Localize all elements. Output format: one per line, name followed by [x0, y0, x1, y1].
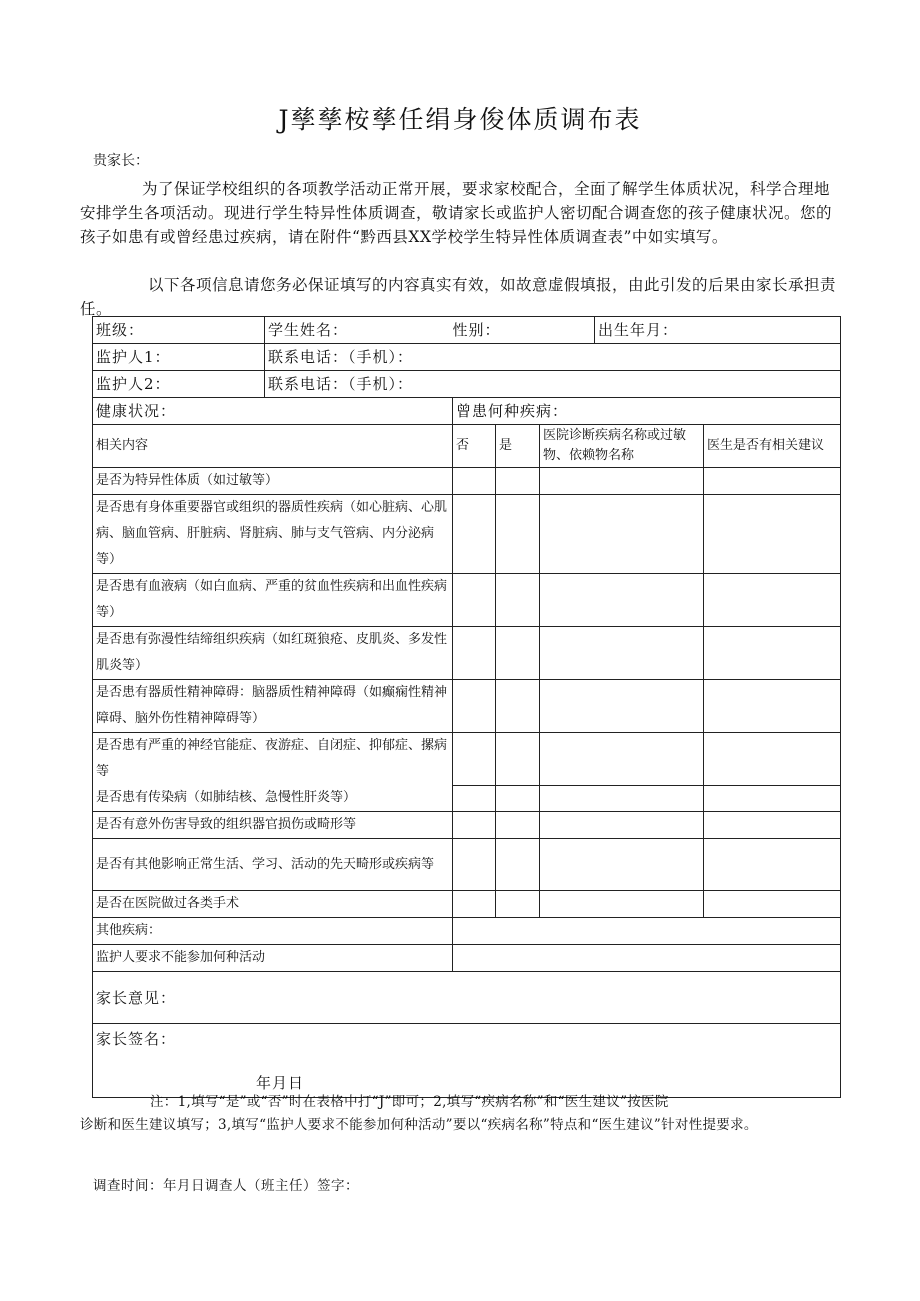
no-checkbox[interactable]	[453, 839, 496, 891]
advice-input[interactable]	[704, 627, 841, 680]
yes-checkbox[interactable]	[496, 812, 540, 839]
note-line-2: 诊断和医生建议填写；3,填写“监护人要求不能参加何种活动”要以“疾病名称”特点和“医生建议”针对性提要求。	[80, 1117, 758, 1133]
class-field[interactable]: 班级：	[93, 317, 265, 344]
advice-input[interactable]	[704, 891, 841, 918]
question-label: 是否有意外伤害导致的组织器官损伤或畸形等	[93, 812, 453, 839]
no-checkbox[interactable]	[453, 785, 496, 812]
restriction-input[interactable]	[453, 945, 841, 972]
yes-checkbox[interactable]	[496, 785, 540, 812]
signature-label: 家长签名：	[96, 1030, 177, 1048]
question-label: 是否患有身体重要器官或组织的器质性疾病（如心脏病、心肌病、脑血管病、肝脏病、肾脏病、肺与支气管病、内分泌病等）	[93, 495, 453, 574]
table-row	[93, 812, 841, 839]
warning-paragraph: 以下各项信息请您务必保证填写的内容真实有效，如故意虚假填报，由此引发的后果由家长承担责任。	[80, 276, 837, 318]
advice-input[interactable]	[704, 680, 841, 733]
advice-input[interactable]	[704, 839, 841, 891]
diagnosis-input[interactable]	[540, 839, 704, 891]
no-checkbox[interactable]	[453, 468, 496, 495]
diagnosis-input[interactable]	[540, 891, 704, 918]
restriction-label: 监护人要求不能参加何种活动	[93, 945, 453, 972]
yes-checkbox[interactable]	[496, 495, 540, 574]
advice-input[interactable]	[704, 574, 841, 627]
intro-paragraph: 为了保证学校组织的各项教学活动正常开展，要求家校配合，全面了解学生体质状况，科学合理地安排学生各项活动。现进行学生特异性体质调查，敬请家长或监护人密切配合调查您的孩子健康状况。您的孩子如患有或曾经患过疾病，请在附件“黔西县XX学校学生特异性体质调查表”中如实填写。	[80, 180, 833, 246]
guardian2-row	[93, 371, 841, 398]
advice-input[interactable]	[704, 812, 841, 839]
no-checkbox[interactable]	[453, 574, 496, 627]
table-row	[93, 733, 841, 786]
table-header-row	[93, 425, 841, 468]
table-row	[93, 468, 841, 495]
diagnosis-input[interactable]	[540, 812, 704, 839]
advice-input[interactable]	[704, 495, 841, 574]
yes-checkbox[interactable]	[496, 574, 540, 627]
document-title: J孳孳桉孳任绢身俊体质调布表	[278, 105, 642, 134]
diagnosis-input[interactable]	[540, 574, 704, 627]
question-label: 是否患有器质性精神障碍：脑器质性精神障碍（如癫痫性精神障碍、脑外伤性精神障碍等）	[93, 680, 453, 733]
advice-input[interactable]	[704, 785, 841, 812]
other-disease-label: 其他疾病：	[93, 918, 453, 945]
yes-checkbox[interactable]	[496, 733, 540, 786]
parent-opinion-field[interactable]: 家长意见：	[93, 972, 841, 1024]
yes-checkbox[interactable]	[496, 468, 540, 495]
yes-checkbox[interactable]	[496, 891, 540, 918]
guardian1-field[interactable]: 监护人1：	[93, 344, 265, 371]
question-label: 是否为特异性体质（如过敏等）	[93, 468, 453, 495]
header-no: 否	[453, 425, 496, 468]
diagnosis-input[interactable]	[540, 733, 704, 786]
table-row	[93, 680, 841, 733]
restriction-row	[93, 945, 841, 972]
diagnosis-input[interactable]	[540, 495, 704, 574]
date-label: 年月日	[256, 1074, 305, 1092]
header-advice: 医生是否有相关建议	[704, 425, 841, 468]
student-name-field[interactable]: 学生姓名：	[265, 317, 453, 344]
parent-opinion-row	[93, 972, 841, 1024]
other-disease-row	[93, 918, 841, 945]
parent-signature-field[interactable]	[93, 1024, 841, 1098]
no-checkbox[interactable]	[453, 812, 496, 839]
phone1-field[interactable]: 联系电话：（手机）：	[265, 344, 841, 371]
yes-checkbox[interactable]	[496, 839, 540, 891]
no-checkbox[interactable]	[453, 733, 496, 786]
yes-checkbox[interactable]	[496, 680, 540, 733]
header-yes: 是	[496, 425, 540, 468]
no-checkbox[interactable]	[453, 627, 496, 680]
no-checkbox[interactable]	[453, 680, 496, 733]
header-content: 相关内容	[93, 425, 453, 468]
advice-input[interactable]	[704, 468, 841, 495]
diagnosis-input[interactable]	[540, 468, 704, 495]
guardian2-field[interactable]: 监护人2：	[93, 371, 265, 398]
health-row	[93, 398, 841, 425]
notes	[80, 1091, 850, 1137]
no-checkbox[interactable]	[453, 495, 496, 574]
guardian1-row	[93, 344, 841, 371]
no-checkbox[interactable]	[453, 891, 496, 918]
birth-field[interactable]: 出生年月：	[595, 317, 841, 344]
health-survey-table	[92, 316, 841, 1098]
table-row	[93, 574, 841, 627]
question-label: 是否患有血液病（如白血病、严重的贫血性疾病和出血性疾病等）	[93, 574, 453, 627]
header-diagnosis: 医院诊断疾病名称或过敏物、依赖物名称	[540, 425, 704, 468]
diagnosis-input[interactable]	[540, 785, 704, 812]
health-status-field[interactable]: 健康状况：	[93, 398, 453, 425]
question-label: 是否患有传染病（如肺结核、急慢性肝炎等）	[93, 785, 453, 812]
diagnosis-input[interactable]	[540, 680, 704, 733]
table-row	[93, 891, 841, 918]
advice-input[interactable]	[704, 733, 841, 786]
gender-field[interactable]: 性别：	[453, 317, 595, 344]
question-label: 是否在医院做过各类手术	[93, 891, 453, 918]
phone2-field[interactable]: 联系电话：（手机）：	[265, 371, 841, 398]
table-row	[93, 495, 841, 574]
note-line-1: 注：1,填写“是”或“否”时在表格中打“J”即可；2,填写“疾病名称”和“医生建议”按医院	[150, 1094, 669, 1110]
diagnosis-input[interactable]	[540, 627, 704, 680]
survey-signature-line: 调查时间：年月日调查人（班主任）签字：	[93, 1178, 359, 1194]
table-row	[93, 627, 841, 680]
basic-info-row	[93, 317, 841, 344]
parent-signature-row	[93, 1024, 841, 1098]
question-label: 是否有其他影响正常生活、学习、活动的先天畸形或疾病等	[93, 839, 453, 891]
question-label: 是否患有弥漫性结缔组织疾病（如红斑狼疮、皮肌炎、多发性肌炎等）	[93, 627, 453, 680]
table-row	[93, 839, 841, 891]
yes-checkbox[interactable]	[496, 627, 540, 680]
table-row	[93, 785, 841, 812]
other-disease-input[interactable]	[453, 918, 841, 945]
greeting: 贵家长：	[93, 153, 149, 169]
question-label: 是否患有严重的神经官能症、夜游症、自闭症、抑郁症、摞病等	[93, 733, 453, 786]
disease-history-field[interactable]: 曾患何种疾病：	[453, 398, 841, 425]
